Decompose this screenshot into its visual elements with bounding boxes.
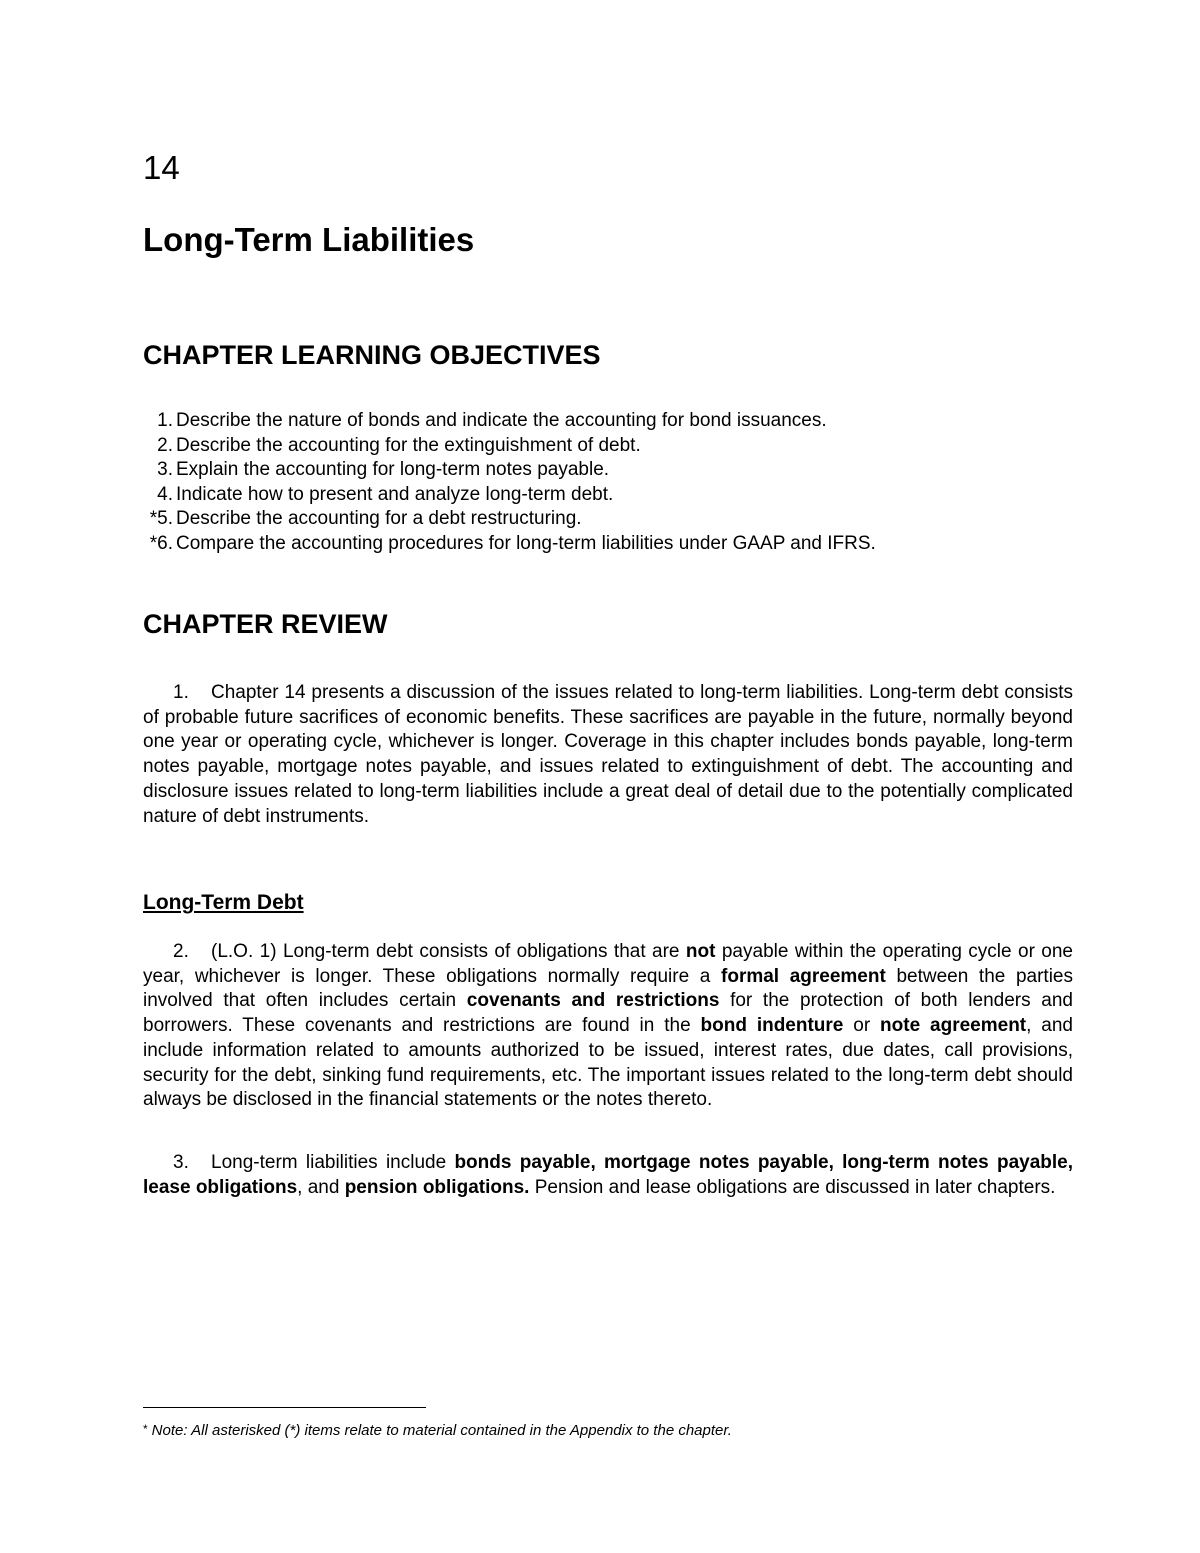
paragraph-text: for the protection of both lenders and borrowers. These covenants and restrictions are found in the (143, 990, 1073, 1037)
bold-term: covenants and restrictions (466, 990, 720, 1012)
footnote-text: Note: All asterisked (*) items relate to material contained in the Appendix to the chapter. (151, 1422, 732, 1439)
paragraph-text: Chapter 14 presents a discussion of the issues related to long-term liabilities. Long-term debt consists of probable future sacrifices of economic benefits. These sacrifices are payable in the future, normally beyond one year or operating cycle, whichever is longer. Coverage in this chapter includes bonds payable, long-term notes payable, mortgage notes payable, and issues related to extinguishment of debt. The accounting and disclosure issues related to long-term liabilities include a great deal of detail due to the potentially complicated nature of debt instruments. (143, 682, 1073, 827)
objective-item (143, 483, 1063, 508)
objectives-heading: CHAPTER LEARNING OBJECTIVES (143, 340, 601, 370)
chapter-title: Long-Term Liabilities (143, 221, 475, 258)
paragraph-text: payable within the operating cycle or one year, whichever is longer. These obligations normally require a (143, 941, 1074, 987)
objective-number: *5. (149, 508, 173, 530)
paragraph-text: Long-term liabilities include (211, 1152, 455, 1173)
objective-text: Describe the accounting for a debt restructuring. (176, 508, 582, 530)
chapter-number: 14 (143, 149, 180, 186)
objective-item (143, 458, 1063, 483)
bold-term: pension obligations. (344, 1176, 530, 1198)
objective-text: Compare the accounting procedures for long-term liabilities under GAAP and IFRS. (176, 532, 876, 554)
bold-term: not (685, 941, 716, 962)
bold-term: note agreement (880, 1015, 1027, 1037)
paragraph-text: Pension and lease obligations are discussed in later chapters. (529, 1176, 1056, 1198)
paragraph-number: 1. (173, 682, 189, 703)
paragraph-text: , and include information related to amounts authorized to be issued, interest rates, due dates, call provisions, security for the debt, sinking fund requirements, etc. The important issues related to the long-term debt should always be disclosed in the financial statements or the notes thereto. (143, 1015, 1074, 1111)
objective-text: Indicate how to present and analyze long-term debt. (176, 483, 614, 505)
review-heading: CHAPTER REVIEW (143, 609, 388, 639)
objective-item (143, 532, 1063, 557)
bold-term: bonds payable, mortgage notes payable, long-term notes payable, lease obligations (143, 1152, 1074, 1198)
long-term-debt-subheading: Long-Term Debt (143, 891, 304, 914)
objective-number: 2. (157, 434, 173, 456)
objective-number: 3. (157, 459, 173, 481)
review-paragraph-2 (143, 940, 1073, 1113)
footnote-mark: * (143, 1422, 148, 1436)
objective-number: *6. (149, 532, 173, 554)
objective-item (143, 507, 1063, 532)
objective-text: Describe the accounting for the extinguishment of debt. (176, 434, 641, 456)
footnote (143, 1418, 732, 1442)
paragraph-text: (L.O. 1) Long-term debt consists of obligations that are (211, 941, 686, 962)
review-paragraph-1 (143, 681, 1073, 829)
objectives-list (143, 409, 1063, 557)
paragraph-number: 2. (173, 941, 189, 962)
paragraph-text: between the parties involved that often includes certain (143, 965, 1073, 1012)
objective-number: 1. (157, 410, 173, 431)
objective-item (143, 409, 1063, 434)
objective-text: Explain the accounting for long-term notes payable. (176, 459, 610, 481)
paragraph-text: or (843, 1015, 881, 1037)
objective-item (143, 434, 1063, 459)
paragraph-number: 3. (173, 1152, 189, 1173)
bold-term: formal agreement (721, 965, 886, 987)
paragraph-text: , and (297, 1176, 345, 1198)
review-paragraph-3 (143, 1151, 1073, 1200)
objective-text: Describe the nature of bonds and indicate the accounting for bond issuances. (176, 410, 827, 431)
bold-term: bond indenture (700, 1015, 844, 1037)
footnote-divider (143, 1407, 426, 1408)
objective-number: 4. (157, 483, 173, 505)
